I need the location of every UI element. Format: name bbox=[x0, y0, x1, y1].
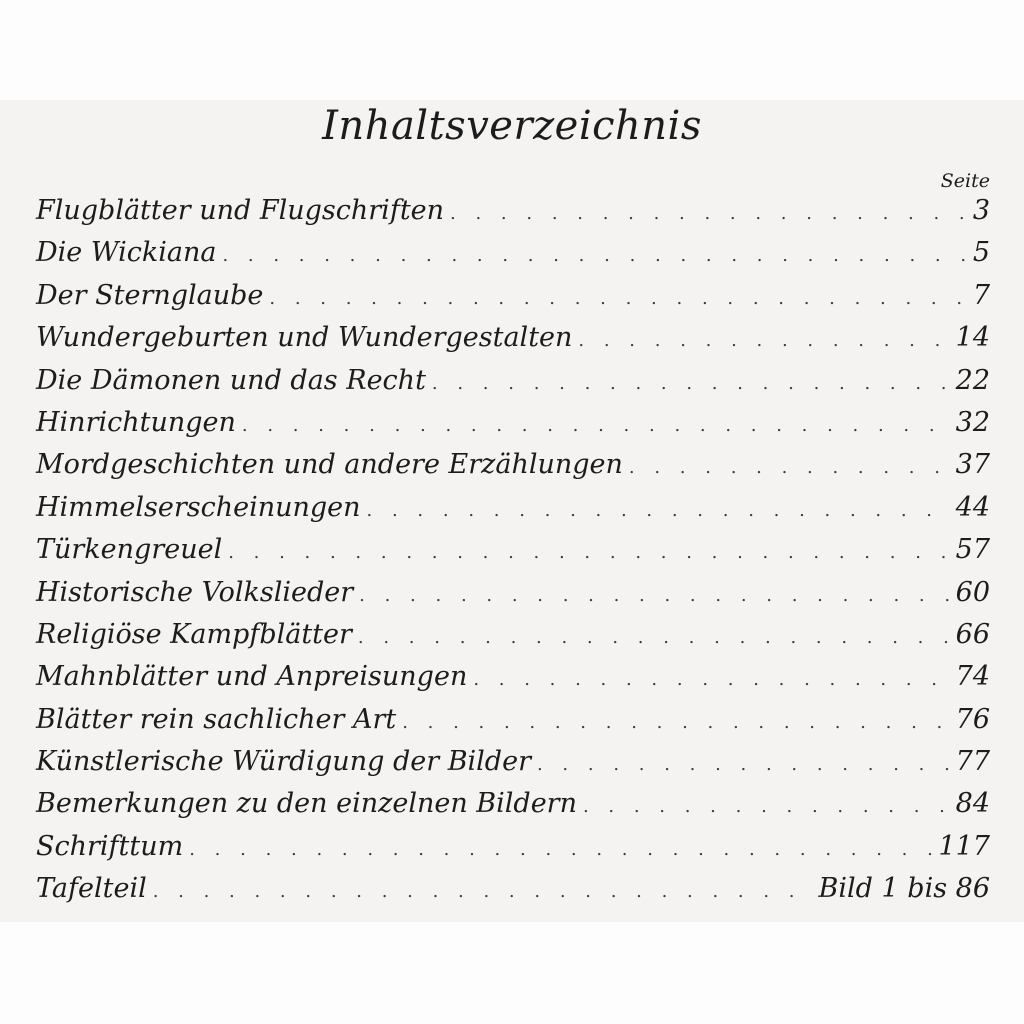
dot-leader bbox=[578, 330, 949, 351]
toc-entry bbox=[36, 237, 990, 279]
entry-title: Schrifttum bbox=[36, 830, 184, 862]
toc-entry bbox=[36, 365, 990, 407]
toc-entry bbox=[36, 407, 990, 449]
entry-title: Bemerkungen zu den einzelnen Bildern bbox=[36, 788, 577, 820]
dot-leader bbox=[537, 754, 950, 775]
entry-page: 60 bbox=[955, 576, 990, 608]
dot-leader bbox=[629, 457, 950, 478]
toc-entry bbox=[36, 746, 990, 788]
entry-title: Die Wickiana bbox=[36, 237, 217, 269]
entry-page: Bild 1 bis 86 bbox=[818, 873, 990, 905]
toc-entry bbox=[36, 831, 990, 873]
entry-title: Türkengreuel bbox=[36, 534, 223, 566]
entry-page: 77 bbox=[955, 746, 990, 778]
entry-page: 22 bbox=[955, 364, 990, 396]
toc-entry bbox=[36, 619, 990, 661]
toc-entry bbox=[36, 788, 990, 830]
entry-title: Hinrichtungen bbox=[36, 406, 236, 438]
dot-leader bbox=[367, 500, 950, 521]
dot-leader bbox=[583, 796, 950, 817]
dot-leader bbox=[269, 288, 966, 309]
entry-page: 57 bbox=[955, 534, 990, 566]
entry-title: Tafelteil bbox=[36, 873, 147, 905]
entry-page: 74 bbox=[955, 661, 990, 693]
toc-entry bbox=[36, 280, 990, 322]
toc-entry bbox=[36, 661, 990, 703]
entry-title: Wundergeburten und Wundergestalten bbox=[36, 322, 573, 354]
entry-page: 3 bbox=[972, 195, 990, 226]
entry-page: 7 bbox=[972, 279, 990, 311]
entry-page: 37 bbox=[955, 449, 990, 481]
dot-leader bbox=[189, 839, 932, 860]
dot-leader bbox=[242, 415, 950, 436]
entry-page: 117 bbox=[938, 830, 990, 862]
entry-title: Mahnblätter und Anpreisungen bbox=[36, 661, 468, 693]
entry-page: 66 bbox=[955, 618, 990, 650]
toc-entry bbox=[36, 195, 990, 237]
dot-leader bbox=[153, 881, 813, 902]
dot-leader bbox=[358, 627, 950, 648]
page-title: Inhaltsverzeichnis bbox=[322, 103, 702, 149]
dot-leader bbox=[402, 712, 949, 733]
entry-page: 84 bbox=[955, 788, 990, 820]
dot-leader bbox=[359, 585, 949, 606]
entry-title: Mordgeschichten und andere Erzählungen bbox=[36, 449, 623, 481]
dot-leader bbox=[450, 203, 967, 224]
toc-entry bbox=[36, 449, 990, 491]
dot-leader bbox=[228, 542, 949, 563]
dot-leader bbox=[432, 373, 950, 394]
toc-entry bbox=[36, 534, 990, 576]
entry-title: Historische Volkslieder bbox=[36, 576, 354, 608]
toc-entry bbox=[36, 322, 990, 364]
page-column-header: Seite bbox=[940, 170, 990, 192]
entry-page: 32 bbox=[955, 406, 990, 438]
entry-page: 76 bbox=[955, 703, 990, 735]
toc-entry bbox=[36, 492, 990, 534]
toc-entry bbox=[36, 873, 990, 915]
entry-title: Blätter rein sachlicher Art bbox=[36, 703, 397, 735]
toc-entry bbox=[36, 704, 990, 746]
dot-leader bbox=[222, 245, 966, 266]
dot-leader bbox=[473, 669, 949, 690]
table-of-contents bbox=[36, 195, 990, 916]
entry-title: Künstlerische Würdigung der Bilder bbox=[36, 746, 531, 778]
entry-page: 5 bbox=[972, 237, 990, 269]
entry-title: Himmelserscheinungen bbox=[36, 491, 361, 523]
entry-page: 44 bbox=[955, 491, 990, 523]
entry-page: 14 bbox=[955, 322, 990, 354]
entry-title: Die Dämonen und das Recht bbox=[36, 364, 426, 396]
entry-title: Religiöse Kampfblätter bbox=[36, 618, 352, 650]
entry-title: Flugblätter und Flugschriften bbox=[36, 195, 445, 226]
toc-entry bbox=[36, 577, 990, 619]
entry-title: Der Sternglaube bbox=[36, 279, 264, 311]
